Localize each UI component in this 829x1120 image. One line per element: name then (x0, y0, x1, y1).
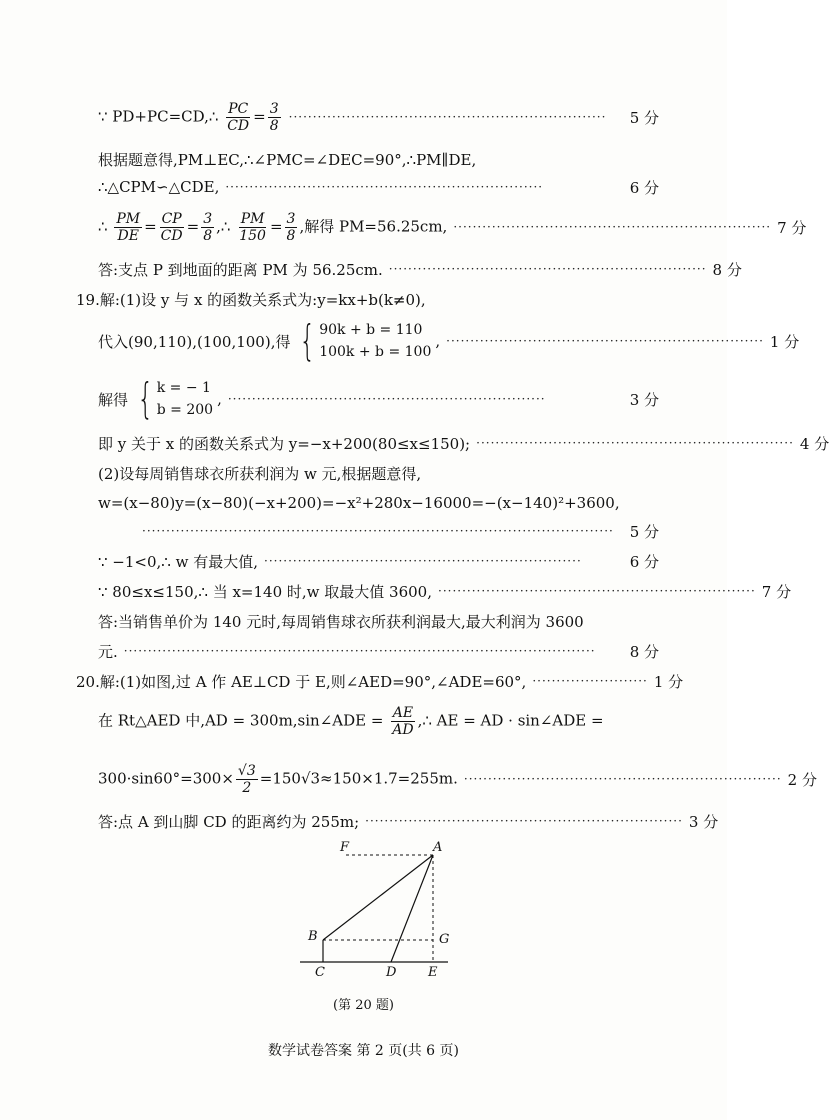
fraction: $\frac{3}{8}$ (269, 100, 279, 134)
label-g: G (439, 932, 450, 947)
leader-dots: ·································································· (476, 436, 794, 450)
q19-line-10: 答:当销售单价为 140 元时,每周销售球衣所获利润最大,最大利润为 3600 (98, 612, 584, 631)
q20-line-4: 答:点 A 到山脚 CD 的距离约为 255m; ·································································· 3 分 (98, 812, 719, 831)
score: 3 分 (688, 812, 719, 831)
equation-system: { k = − 1 b = 200 (137, 374, 214, 423)
figure-caption: (第 20 题) (333, 998, 394, 1013)
fraction: $\frac{PM}{DE}$ (116, 210, 141, 244)
equation-system: { 90k + b = 110 100k + b = 100 (299, 316, 432, 365)
score: 1 分 (653, 672, 684, 691)
score: 8 分 (712, 260, 742, 279)
q19-line-4: 即 y 关于 x 的函数关系式为 y=−x+200(80≤x≤150); ·································································· 4 分 (98, 434, 829, 453)
label-d: D (386, 965, 397, 980)
leader-dots: ·································································· (288, 110, 607, 124)
question-number: 19. (76, 290, 100, 309)
label-b: B (308, 929, 318, 944)
score: 3 分 (629, 390, 659, 409)
q20-line-1: 20.解:(1)如图,过 A 作 AE⊥CD 于 E,则∠AED=90°,∠ADE=60°, ························ 1 分 (76, 672, 684, 691)
score: 5 分 (629, 522, 659, 541)
leader-dots: ·································································· (463, 772, 782, 786)
line-answer-18: 答:支点 P 到地面的距离 PM 为 56.25cm. ·································································· 8 分 (98, 260, 742, 279)
line-pd-pc: ∵ PD+PC=CD,∴ $\frac{PC}{CD}$ = $\frac{3}{8}$ ·································································· 5 分 (98, 100, 659, 134)
leader-dots: ·································································· (365, 814, 683, 828)
label-f: F (340, 840, 350, 855)
q19-line-2: 代入(90,110),(100,100),得 { 90k + b = 110 100k + b = 100 , ·································································· 1 分 (98, 316, 800, 365)
question-number: 20. (76, 672, 100, 691)
score: 2 分 (787, 770, 817, 789)
line-pm-ratio: ∴ $\frac{PM}{DE}$ = $\frac{CP}{CD}$ = $\frac{3}{8}$ ,∴ $\frac{PM}{150}$ = $\frac{3}{8}$ ,解得 PM=56.25cm, ·································································· 7 分 (98, 210, 807, 244)
fraction: $\frac{PM}{150}$ (239, 210, 266, 244)
score: 4 分 (799, 434, 829, 453)
leader-dots: ·································································· (264, 554, 582, 568)
leader-dots: ·································································· (446, 334, 764, 348)
line-perpendicular: 根据题意得,PM⊥EC,∴∠PMC=∠DEC=90°,∴PM∥DE, (98, 150, 477, 169)
q19-line-9: ∵ 80≤x≤150,∴ 当 x=140 时,w 取最大值 3600, ·································································· 7 分 (98, 582, 792, 601)
score: 7 分 (761, 582, 792, 601)
score: 6 分 (629, 552, 659, 571)
label-e: E (428, 965, 438, 980)
leader-dots: ·································································· (225, 180, 544, 194)
leader-dots: ·································································· (388, 262, 707, 276)
fraction: $\frac{3}{8}$ (203, 210, 213, 244)
score: 7 分 (777, 218, 807, 237)
score: 8 分 (629, 642, 659, 661)
geometry-figure (290, 836, 460, 986)
q20-line-3: 300·sin60°=300× $\frac{√3}{2}$ =150√3≈150×1.7=255m. ·································································· 2 分 (98, 762, 817, 796)
leader-dots: ························ (532, 674, 648, 688)
leader-dots: ·································································································· (123, 644, 596, 658)
fraction: $\frac{PC}{CD}$ (227, 100, 250, 134)
leader-dots: ·································································· (227, 392, 546, 406)
text: ∵ PD+PC=CD,∴ (98, 107, 219, 125)
line-similar: ∴△CPM∽△CDE, ·································································· 6 分 (98, 178, 659, 197)
q19-line-3: 解得 { k = − 1 b = 200 , ·································································· 3 分 (98, 374, 659, 423)
page-footer: 数学试卷答案 第 2 页(共 6 页) (268, 1043, 459, 1059)
leader-dots: ·································································· (453, 220, 772, 234)
leader-dots: ·································································· (438, 584, 756, 598)
label-a: A (433, 840, 443, 855)
q20-line-2: 在 Rt△AED 中,AD = 300m,sin∠ADE = $\frac{AE}{AD}$ ,∴ AE = AD · sin∠ADE = (98, 704, 604, 738)
score: 1 分 (769, 332, 800, 351)
q19-line-6: w=(x−80)y=(x−80)(−x+200)=−x²+280x−16000=−(x−140)²+3600, (98, 494, 620, 512)
fraction: $\frac{CP}{CD}$ (160, 210, 183, 244)
q19-line-7 (98, 518, 659, 544)
fraction: $\frac{√3}{2}$ (237, 762, 256, 796)
score: 6 分 (629, 178, 659, 197)
q19-line-1: 19.解:(1)设 y 与 x 的函数关系式为:y=kx+b(k≠0), (76, 290, 426, 309)
fraction: $\frac{3}{8}$ (286, 210, 296, 244)
score: 5 分 (629, 108, 659, 127)
q19-line-5: (2)设每周销售球衣所获利润为 w 元,根据题意得, (98, 464, 422, 483)
q19-line-11: 元. ·································································································· 8 分 (98, 642, 659, 661)
fraction: $\frac{AE}{AD}$ (392, 704, 414, 738)
leader-dots: ·································································································· (142, 524, 614, 538)
q19-line-8: ∵ −1<0,∴ w 有最大值, ·································································· 6 分 (98, 552, 659, 571)
label-c: C (315, 965, 325, 980)
